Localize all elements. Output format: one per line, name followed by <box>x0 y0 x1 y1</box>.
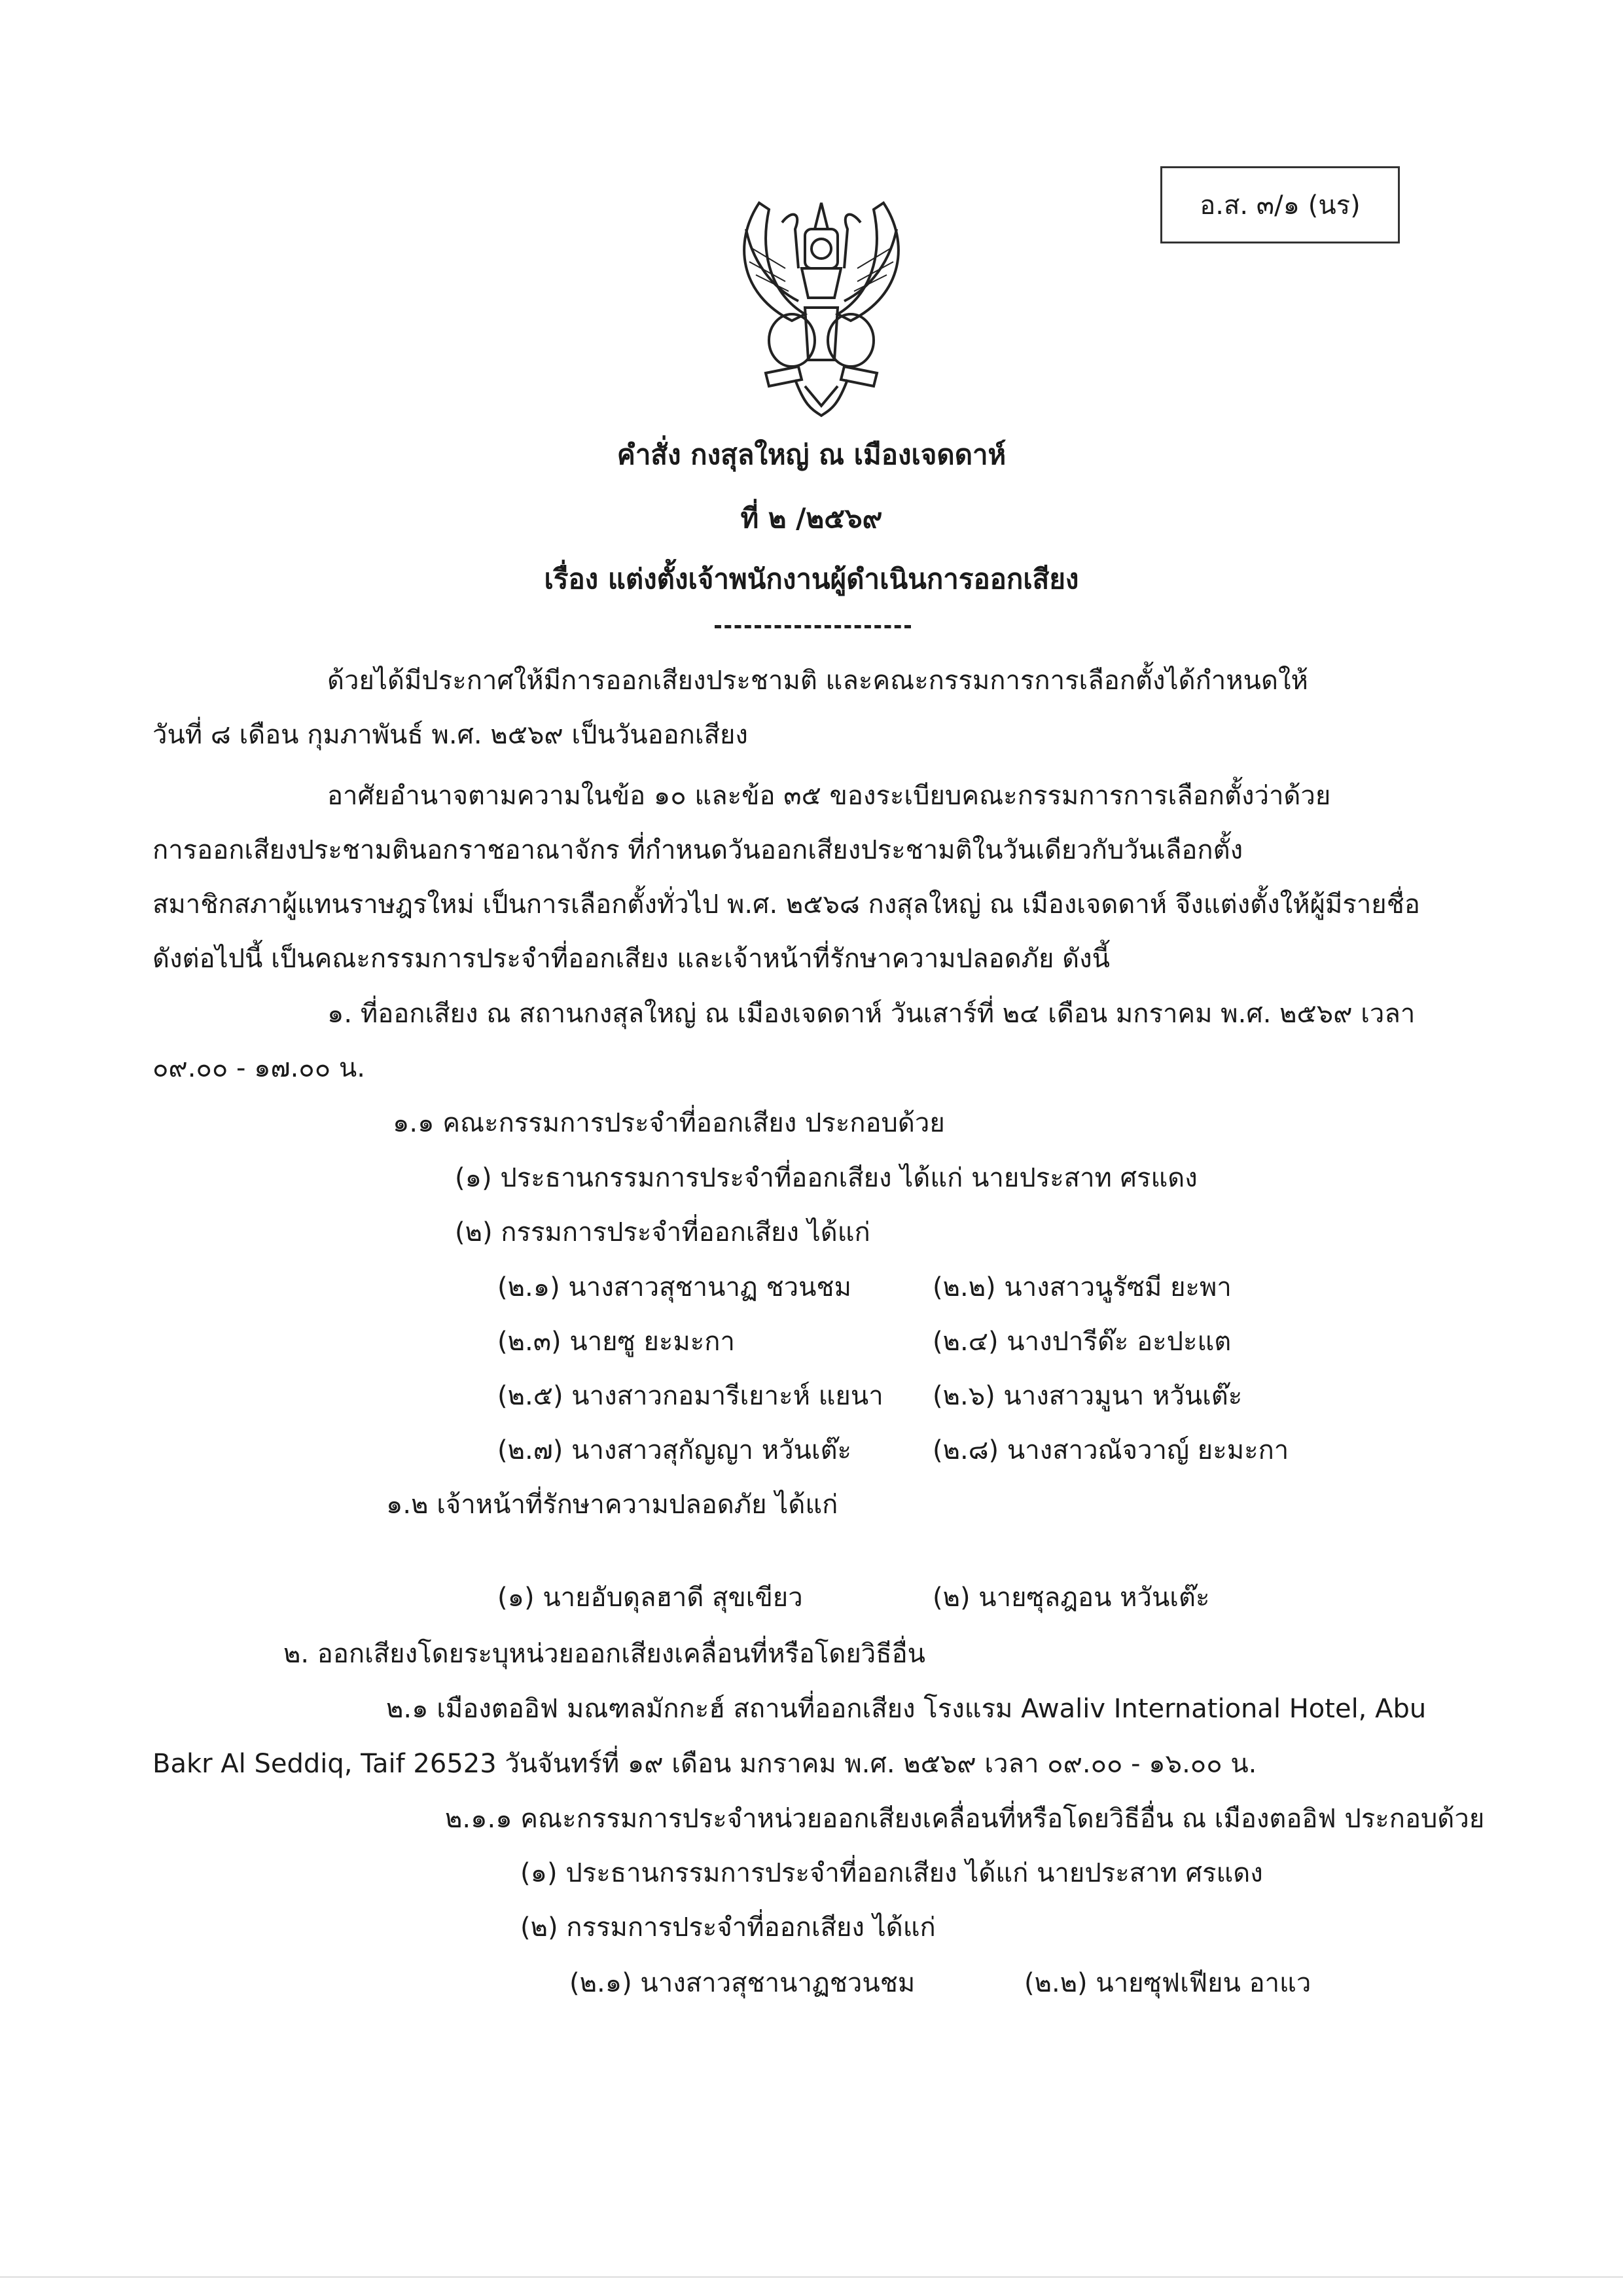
member-2-6: (๒.๖) นางสาวมูนา หวันเต๊ะ <box>933 1381 1243 1411</box>
form-code-box <box>1160 166 1400 243</box>
item-1-1-heading: ๑.๑ คณะกรรมการประจำที่ออกเสียง ประกอบด้วย <box>393 1108 945 1138</box>
item-1-line-2: ๐๙.๐๐ - ๑๗.๐๐ น. <box>152 1053 365 1083</box>
member-2-8: (๒.๘) นางสาวณัจวาญ์ ยะมะกา <box>933 1435 1289 1465</box>
page-edge-line <box>0 2276 1623 2278</box>
order-subject: เรื่อง แต่งตั้งเจ้าพนักงานผู้ดำเนินการออกเสียง <box>544 563 1079 595</box>
header-separator <box>715 625 911 628</box>
security-1: (๑) นายอับดุลฮาดี สุขเขียว <box>497 1583 803 1613</box>
paragraph-2-line-1: อาศัยอำนาจตามความในข้อ ๑๐ และข้อ ๓๕ ของระเบียบคณะกรรมการการเลือกตั้งว่าด้วย <box>327 781 1331 811</box>
paragraph-2-line-4: ดังต่อไปนี้ เป็นคณะกรรมการประจำที่ออกเสียง และเจ้าหน้าที่รักษาความปลอดภัย ดังนี้ <box>152 944 1110 974</box>
item-2-1-1-chair: (๑) ประธานกรรมการประจำที่ออกเสียง ได้แก่ นายประสาท ศรแดง <box>520 1858 1263 1888</box>
member-2-4: (๒.๔) นางปารีด๊ะ อะปะแต <box>933 1327 1232 1357</box>
form-code: อ.ส. ๓/๑ (นร) <box>1200 190 1361 221</box>
item-2-1-line-2: Bakr Al Seddiq, Taif 26523 วันจันทร์ที่ ๑๙ เดือน มกราคม พ.ศ. ๒๕๖๙ เวลา ๐๙.๐๐ - ๑๖.๐๐ น. <box>152 1749 1257 1779</box>
paragraph-2-line-2: การออกเสียงประชามตินอกราชอาณาจักร ที่กำหนดวันออกเสียงประชามติในวันเดียวกับวันเลือกตั้ง <box>152 835 1243 865</box>
member-2-1: (๒.๑) นางสาวสุชานาฏ ชวนชม <box>497 1272 851 1302</box>
item-2-1-1-heading: ๒.๑.๑ คณะกรรมการประจำหน่วยออกเสียงเคลื่อนที่หรือโดยวิธีอื่น ณ เมืองตออิฟ ประกอบด้วย <box>445 1804 1485 1834</box>
paragraph-1-line-2: วันที่ ๘ เดือน กุมภาพันธ์ พ.ศ. ๒๕๖๙ เป็นวันออกเสียง <box>152 720 748 750</box>
item-1-line-1: ๑. ที่ออกเสียง ณ สถานกงสุลใหญ่ ณ เมืองเจดดาห์ วันเสาร์ที่ ๒๔ เดือน มกราคม พ.ศ. ๒๕๖๙ เวลา <box>327 999 1416 1029</box>
member-2-2: (๒.๒) นางสาวนูรัซมี ยะพา <box>933 1272 1232 1302</box>
taif-member-2-1: (๒.๑) นางสาวสุชานาฏชวนชม <box>569 1968 916 1998</box>
paragraph-2-line-3: สมาชิกสภาผู้แทนราษฎรใหม่ เป็นการเลือกตั้งทั่วไป พ.ศ. ๒๕๖๘ กงสุลใหญ่ ณ เมืองเจดดาห์ จึงแต่งตั้งให้ผู้มีรายชื่อ <box>152 889 1420 920</box>
paragraph-1-line-1: ด้วยได้มีประกาศให้มีการออกเสียงประชามติ และคณะกรรมการการเลือกตั้งได้กำหนดให้ <box>327 666 1308 696</box>
item-2-heading: ๒. ออกเสียงโดยระบุหน่วยออกเสียงเคลื่อนที่หรือโดยวิธีอื่น <box>283 1639 925 1669</box>
taif-member-2-2: (๒.๒) นายซุฟเฟียน อาแว <box>1024 1968 1311 1998</box>
order-title: คำสั่ง กงสุลใหญ่ ณ เมืองเจดดาห์ <box>616 439 1007 471</box>
member-2-7: (๒.๗) นางสาวสุกัญญา หวันเต๊ะ <box>497 1435 852 1465</box>
security-2: (๒) นายซุลฎอน หวันเต๊ะ <box>933 1583 1210 1613</box>
garuda-emblem-icon <box>720 183 923 419</box>
item-2-1-1-members-label: (๒) กรรมการประจำที่ออกเสียง ได้แก่ <box>520 1912 936 1943</box>
order-number: ที่ ๒ /๒๕๖๙ <box>740 502 883 534</box>
item-1-2-heading: ๑.๒ เจ้าหน้าที่รักษาความปลอดภัย ได้แก่ <box>386 1490 838 1520</box>
item-2-1-line-1: ๒.๑ เมืองตออิฟ มณฑลมักกะฮ์ สถานที่ออกเสียง โรงแรม Awaliv International Hotel, Abu <box>386 1694 1427 1724</box>
member-2-3: (๒.๓) นายซู ยะมะกา <box>497 1327 735 1357</box>
item-1-1-chair: (๑) ประธานกรรมการประจำที่ออกเสียง ได้แก่ นายประสาท ศรแดง <box>455 1163 1198 1193</box>
item-1-1-members-label: (๒) กรรมการประจำที่ออกเสียง ได้แก่ <box>455 1217 870 1247</box>
member-2-5: (๒.๕) นางสาวกอมารีเยาะห์ แยนา <box>497 1381 883 1411</box>
